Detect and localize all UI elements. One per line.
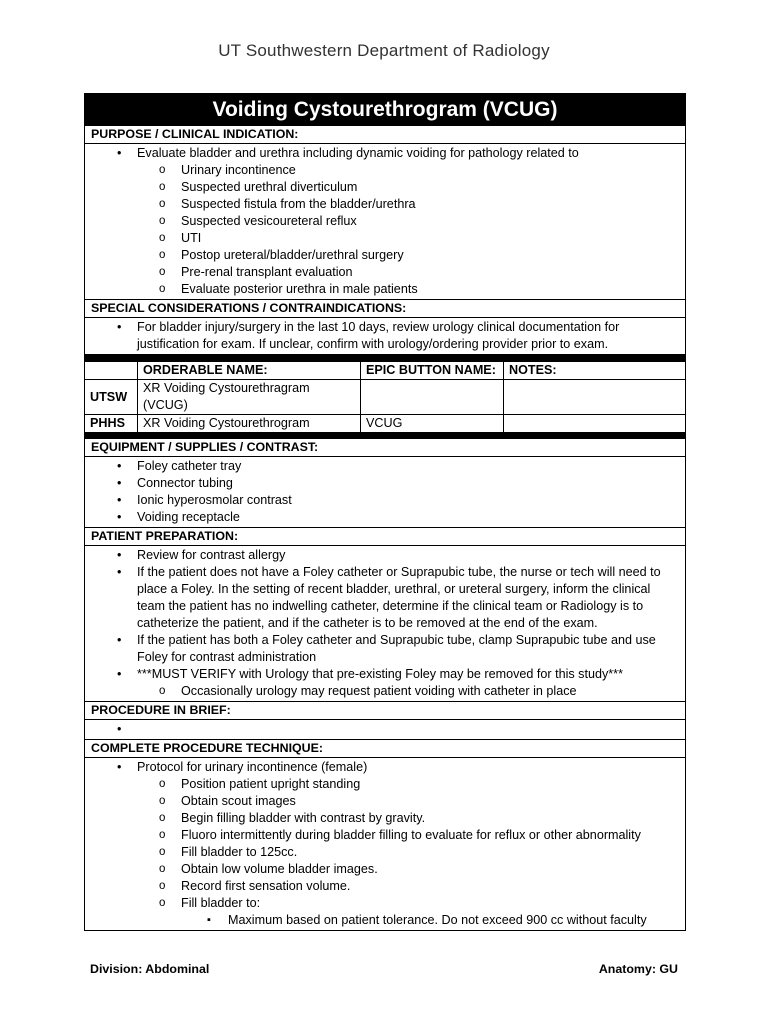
procedure-brief-section [84, 702, 686, 740]
patient-preparation-heading: PATIENT PREPARATION: [85, 528, 685, 546]
site-label: PHHS [85, 415, 138, 433]
list-item: • If the patient has both a Foley catheter and Suprapubic tube, clamp Suprapubic tube and use Foley for contrast administration [89, 632, 681, 666]
technique-section [84, 740, 686, 931]
col-notes: NOTES: [504, 362, 686, 380]
procedure-brief-heading: PROCEDURE IN BRIEF: [85, 702, 685, 720]
col-orderable-name: ORDERABLE NAME: [138, 362, 361, 380]
purpose-section [84, 126, 686, 300]
protocol-document [84, 93, 686, 931]
patient-preparation-section [84, 528, 686, 702]
list-item: o Fill bladder to 125cc. [89, 844, 681, 861]
table-header-row [85, 362, 686, 380]
list-item [89, 721, 681, 738]
list-item: o Suspected fistula from the bladder/urethra [89, 196, 681, 213]
list-item: o Position patient upright standing [89, 776, 681, 793]
list-item: o Obtain scout images [89, 793, 681, 810]
list-item [89, 319, 681, 353]
list-item: o Begin filling bladder with contrast by gravity. [89, 810, 681, 827]
list-item: o Postop ureteral/bladder/urethral surgery [89, 247, 681, 264]
footer-division: Division: Abdominal [90, 962, 210, 976]
special-line-1: For bladder injury/surgery in the last 10 days, review urology clinical documentation for [137, 320, 620, 334]
list-item: o Suspected vesicoureteral reflux [89, 213, 681, 230]
orderable-table [84, 361, 686, 433]
list-item: • Voiding receptacle [89, 509, 681, 526]
table-row [85, 415, 686, 433]
list-item: ▪ Maximum based on patient tolerance. Do not exceed 900 cc without faculty [89, 912, 681, 929]
department-header: UT Southwestern Department of Radiology [218, 41, 550, 60]
list-item: • Protocol for urinary incontinence (female) [89, 759, 681, 776]
epic-button-cell: VCUG [361, 415, 504, 433]
list-item: o Fill bladder to: [89, 895, 681, 912]
list-item: o Urinary incontinence [89, 162, 681, 179]
list-item: • Connector tubing [89, 475, 681, 492]
technique-heading: COMPLETE PROCEDURE TECHNIQUE: [85, 740, 685, 758]
col-epic-button-name: EPIC BUTTON NAME: [361, 362, 504, 380]
footer-anatomy: Anatomy: GU [598, 962, 678, 976]
list-item: • Foley catheter tray [89, 458, 681, 475]
special-considerations-heading: SPECIAL CONSIDERATIONS / CONTRAINDICATIONS: [85, 300, 685, 318]
list-item: • Evaluate bladder and urethra including dynamic voiding for pathology related to [89, 145, 681, 162]
list-item: o UTI [89, 230, 681, 247]
list-item: o Evaluate posterior urethra in male patients [89, 281, 681, 298]
special-line-2: justification for exam. If unclear, confirm with urology/ordering provider prior to exam. [137, 337, 609, 351]
list-item: • If the patient does not have a Foley catheter or Suprapubic tube, the nurse or tech will need to place a Foley. In the setting of recent bladder, urethral, or ureteral surgery, inform the clinical team the patient has no indwelling catheter, determine if the clinical team or Radiology is to catheterize the patient, and if the catheter is to be removed at the end of the exam. [89, 564, 681, 632]
list-item: • Review for contrast allergy [89, 547, 681, 564]
list-item: • ***MUST VERIFY with Urology that pre-existing Foley may be removed for this study*** [89, 666, 681, 683]
orderable-name-cell: XR Voiding Cystourethrogram [138, 415, 361, 433]
list-item: o Record first sensation volume. [89, 878, 681, 895]
list-item: o Fluoro intermittently during bladder filling to evaluate for reflux or other abnormality [89, 827, 681, 844]
table-row [85, 380, 686, 415]
special-considerations-section [84, 300, 686, 355]
list-item: o Pre-renal transplant evaluation [89, 264, 681, 281]
epic-button-cell [361, 380, 504, 415]
purpose-heading: PURPOSE / CLINICAL INDICATION: [85, 126, 685, 144]
document-title: Voiding Cystourethrogram (VCUG) [84, 93, 686, 126]
list-item: o Occasionally urology may request patient voiding with catheter in place [89, 683, 681, 700]
equipment-heading: EQUIPMENT / SUPPLIES / CONTRAST: [85, 439, 685, 457]
notes-cell [504, 415, 686, 433]
list-item: o Obtain low volume bladder images. [89, 861, 681, 878]
orderable-name-cell: XR Voiding Cystourethragram (VCUG) [138, 380, 361, 415]
list-item: o Suspected urethral diverticulum [89, 179, 681, 196]
list-item: • Ionic hyperosmolar contrast [89, 492, 681, 509]
equipment-section [84, 439, 686, 528]
notes-cell [504, 380, 686, 415]
site-label: UTSW [85, 380, 138, 415]
